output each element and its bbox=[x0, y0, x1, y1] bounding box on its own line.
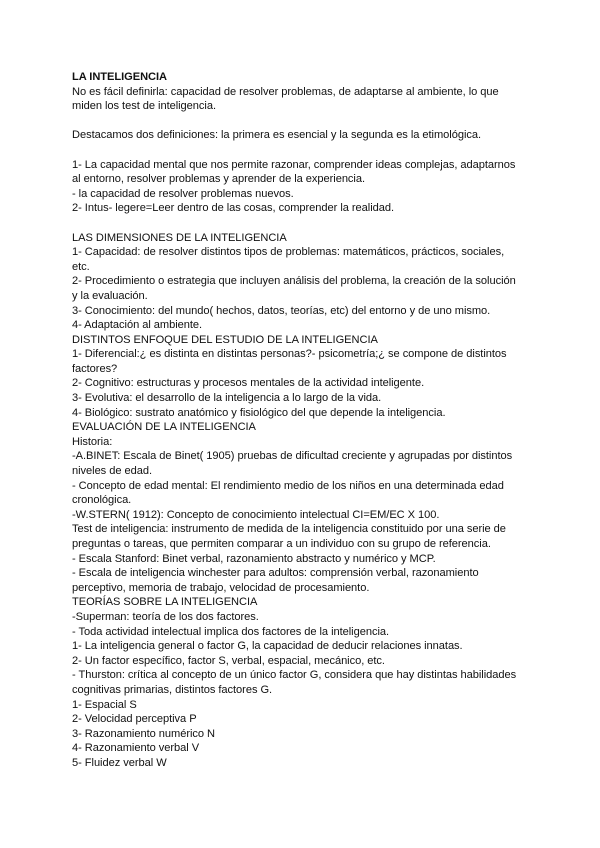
text-line: al entorno, resolver problemas y aprender de la experiencia. bbox=[72, 173, 366, 186]
text-line: Historia: bbox=[72, 435, 113, 448]
text-line: 4- Biológico: sustrato anatómico y fisiológico del que depende la inteligencia. bbox=[72, 406, 446, 419]
text-line: No es fácil definirla: capacidad de resolver problemas, de adaptarse al ambiente, lo que bbox=[72, 85, 499, 98]
text-line: - Toda actividad intelectual implica dos factores de la inteligencia. bbox=[72, 625, 390, 638]
text-line: - Escala de inteligencia winchester para adultos: comprensión verbal, razonamiento bbox=[72, 567, 479, 580]
text-line: -W.STERN( 1912): Concepto de conocimiento intelectual CI=EM/EC X 100. bbox=[72, 508, 440, 521]
text-line: - Concepto de edad mental: El rendimiento medio de los niños en una determinada edad bbox=[72, 479, 504, 492]
blank-line bbox=[72, 216, 542, 231]
text-line: 3- Conocimiento: del mundo( hechos, datos, teorías, etc) del entorno y de uno mismo. bbox=[72, 304, 491, 317]
section-heading: EVALUACIÓN DE LA INTELIGENCIA bbox=[72, 421, 256, 434]
list-item: 1- Espacial S bbox=[72, 698, 137, 711]
text-line: - Escala Stanford: Binet verbal, razonamiento abstracto y numérico y MCP. bbox=[72, 552, 436, 565]
text-line: 1- La capacidad mental que nos permite razonar, comprender ideas complejas, adaptarnos bbox=[72, 158, 516, 171]
text-line: -A.BINET: Escala de Binet( 1905) pruebas de dificultad creciente y agrupadas por distintos bbox=[72, 450, 513, 463]
text-line: Destacamos dos definiciones: la primera es esencial y la segunda es la etimológica. bbox=[72, 129, 482, 142]
blank-line bbox=[72, 143, 542, 158]
text-line: preguntas o tareas, que permiten comparar a un individuo con su grupo de referencia. bbox=[72, 538, 491, 550]
section-heading: TEORÍAS SOBRE LA INTELIGENCIA bbox=[72, 596, 258, 609]
text-line: 4- Adaptación al ambiente. bbox=[72, 319, 203, 332]
text-line: miden los test de inteligencia. bbox=[72, 100, 216, 113]
list-item: 2- Velocidad perceptiva P bbox=[72, 713, 197, 726]
list-item: 3- Razonamiento numérico N bbox=[72, 727, 215, 740]
text-line: cronológica. bbox=[72, 494, 132, 507]
text-line: 2- Cognitivo: estructuras y procesos mentales de la actividad inteligente. bbox=[72, 377, 425, 390]
text-line: - la capacidad de resolver problemas nuevos. bbox=[72, 187, 294, 200]
list-item: 5- Fluidez verbal W bbox=[72, 756, 167, 769]
text-line: -Superman: teoría de los dos factores. bbox=[72, 610, 259, 623]
text-line: Test de inteligencia: instrumento de medida de la inteligencia constituido por una serie de bbox=[72, 523, 506, 536]
text-line: 2- Un factor específico, factor S, verbal, espacial, mecánico, etc. bbox=[72, 654, 385, 667]
list-item: 4- Razonamiento verbal V bbox=[72, 742, 200, 755]
text-line: 1- Diferencial:¿ es distinta en distintas personas?- psicometría;¿ se compone de distintos bbox=[72, 348, 507, 361]
text-line: etc. bbox=[72, 260, 90, 273]
text-line: y la evaluación. bbox=[72, 289, 148, 302]
text-line: - Thurston: crítica al concepto de un único factor G, considera que hay distintas habilidades bbox=[72, 669, 517, 682]
text-line: 2- Intus- legere=Leer dentro de las cosas, comprender la realidad. bbox=[72, 202, 394, 215]
text-line: cognitivas primarias, distintos factores G. bbox=[72, 683, 273, 696]
text-line: factores? bbox=[72, 362, 118, 375]
document-page bbox=[72, 70, 542, 771]
text-line: 1- Capacidad: de resolver distintos tipos de problemas: matemáticos, prácticos, sociales, bbox=[72, 246, 505, 259]
section-heading: LAS DIMENSIONES DE LA INTELIGENCIA bbox=[72, 231, 287, 244]
blank-line bbox=[72, 114, 542, 129]
document-title: LA INTELIGENCIA bbox=[72, 71, 167, 83]
text-line: 1- La inteligencia general o factor G, la capacidad de deducir relaciones innatas. bbox=[72, 640, 463, 653]
text-line: niveles de edad. bbox=[72, 465, 152, 478]
text-line: perceptivo, memoria de trabajo, velocidad de procesamiento. bbox=[72, 581, 370, 594]
text-line: 2- Procedimiento o estrategia que incluyen análisis del problema, la creación de la solución bbox=[72, 275, 516, 288]
section-heading: DISTINTOS ENFOQUE DEL ESTUDIO DE LA INTELIGENCIA bbox=[72, 333, 378, 346]
text-line: 3- Evolutiva: el desarrollo de la inteligencia a lo largo de la vida. bbox=[72, 392, 382, 405]
